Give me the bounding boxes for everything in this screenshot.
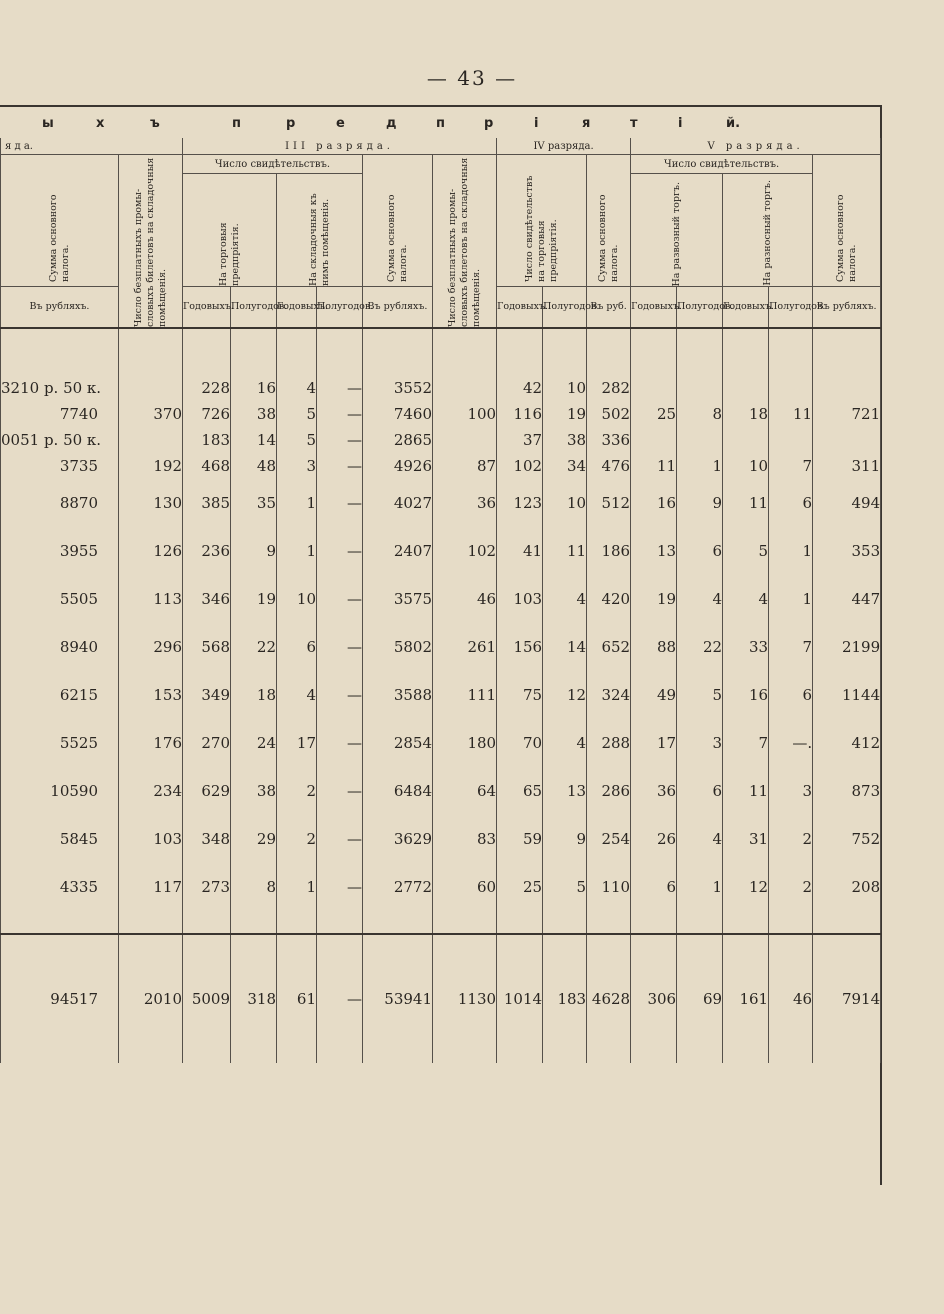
cell: 111 bbox=[433, 671, 497, 719]
cell: 113 bbox=[119, 575, 183, 623]
header-tax-4: Сумма основного налога. bbox=[587, 155, 631, 287]
cell: 3210 р. 50 к. bbox=[1, 375, 119, 401]
unit-annual: Годовыхъ. bbox=[631, 287, 677, 329]
cell: 311 bbox=[813, 453, 881, 479]
cell: 10 bbox=[543, 479, 587, 527]
banner-letter: і bbox=[534, 116, 539, 131]
cell: 5009 bbox=[183, 934, 231, 1063]
cell: 4 bbox=[543, 575, 587, 623]
cell: 186 bbox=[587, 527, 631, 575]
cell: 2772 bbox=[363, 863, 433, 911]
cell: 6 bbox=[277, 623, 317, 671]
cell: 38 bbox=[231, 401, 277, 427]
cell: 476 bbox=[587, 453, 631, 479]
cell: 420 bbox=[587, 575, 631, 623]
cell: 10 bbox=[277, 575, 317, 623]
cell: — bbox=[317, 427, 363, 453]
cell: 83 bbox=[433, 815, 497, 863]
cell: 180 bbox=[433, 719, 497, 767]
cell: 117 bbox=[119, 863, 183, 911]
cell: 5 bbox=[277, 427, 317, 453]
cell: 3629 bbox=[363, 815, 433, 863]
cell: 14 bbox=[231, 427, 277, 453]
cell: 5 bbox=[723, 527, 769, 575]
spacer-row bbox=[1, 328, 881, 375]
banner-letter: р bbox=[484, 116, 494, 131]
header-rank-5: V разряда. bbox=[631, 138, 881, 155]
cell: 4628 bbox=[587, 934, 631, 1063]
cell: 1 bbox=[277, 527, 317, 575]
cell bbox=[769, 427, 813, 453]
cell bbox=[723, 427, 769, 453]
table-row bbox=[1, 527, 881, 575]
cell: 8870 bbox=[1, 479, 119, 527]
unit-half: Полугодов. bbox=[231, 287, 277, 329]
cell: 370 bbox=[119, 401, 183, 427]
cell: 11 bbox=[631, 453, 677, 479]
cell: 87 bbox=[433, 453, 497, 479]
unit-annual: Годовыхъ. bbox=[277, 287, 317, 329]
cell: 228 bbox=[183, 375, 231, 401]
cell: 9 bbox=[677, 479, 723, 527]
cell: 4 bbox=[723, 575, 769, 623]
unit-annual: Годовыхъ. bbox=[723, 287, 769, 329]
cell: 752 bbox=[813, 815, 881, 863]
cell: 1130 bbox=[433, 934, 497, 1063]
cell: 5 bbox=[543, 863, 587, 911]
cell: 4027 bbox=[363, 479, 433, 527]
cell: 8 bbox=[231, 863, 277, 911]
cell: 17 bbox=[277, 719, 317, 767]
cell: 18 bbox=[723, 401, 769, 427]
cell: 8 bbox=[677, 401, 723, 427]
cell: 282 bbox=[587, 375, 631, 401]
cell: 37 bbox=[497, 427, 543, 453]
cell bbox=[433, 375, 497, 401]
cell: 2 bbox=[769, 863, 813, 911]
cell: 236 bbox=[183, 527, 231, 575]
header-main-tax: Сумма основного налога. bbox=[1, 155, 119, 287]
top-rule bbox=[0, 105, 880, 107]
banner-letter: і bbox=[678, 116, 683, 131]
cell: 34 bbox=[543, 453, 587, 479]
table-row bbox=[1, 815, 881, 863]
cell: 18 bbox=[231, 671, 277, 719]
cell: 6 bbox=[677, 767, 723, 815]
cell: 2 bbox=[769, 815, 813, 863]
cell: 208 bbox=[813, 863, 881, 911]
cell: 306 bbox=[631, 934, 677, 1063]
cell: 11 bbox=[723, 767, 769, 815]
cell: 25 bbox=[631, 401, 677, 427]
cell: 3 bbox=[277, 453, 317, 479]
cell: 14 bbox=[543, 623, 587, 671]
cell: 4 bbox=[677, 575, 723, 623]
banner-letter: т bbox=[630, 116, 638, 131]
cell: 318 bbox=[231, 934, 277, 1063]
cell: 64 bbox=[433, 767, 497, 815]
cell: 324 bbox=[587, 671, 631, 719]
cell: 9 bbox=[543, 815, 587, 863]
cell: 161 bbox=[723, 934, 769, 1063]
cell: 41 bbox=[497, 527, 543, 575]
header-count-certificates: Число свидѣтельствъ. bbox=[183, 155, 363, 174]
cell: 7 bbox=[723, 719, 769, 767]
cell: 24 bbox=[231, 719, 277, 767]
cell bbox=[723, 375, 769, 401]
cell: 12 bbox=[543, 671, 587, 719]
cell: 110 bbox=[587, 863, 631, 911]
header-free-tickets: Число безплатныхъ промысловыхъ билетовъ на складочныя помѣщенія. bbox=[119, 155, 183, 329]
cell: 2865 bbox=[363, 427, 433, 453]
cell: 2010 bbox=[119, 934, 183, 1063]
cell: 5 bbox=[277, 401, 317, 427]
header-count-certificates-5: Число свидѣтельствъ. bbox=[631, 155, 813, 174]
cell: 447 bbox=[813, 575, 881, 623]
total-row bbox=[1, 934, 881, 1063]
cell: 36 bbox=[433, 479, 497, 527]
cell: 5525 bbox=[1, 719, 119, 767]
cell: 4 bbox=[543, 719, 587, 767]
cell: 6 bbox=[769, 671, 813, 719]
cell: 270 bbox=[183, 719, 231, 767]
banner-letter: д bbox=[386, 116, 397, 131]
cell: 6484 bbox=[363, 767, 433, 815]
cell: 1 bbox=[277, 863, 317, 911]
cell: 4 bbox=[677, 815, 723, 863]
cell: 4926 bbox=[363, 453, 433, 479]
cell: 42 bbox=[497, 375, 543, 401]
cell: 273 bbox=[183, 863, 231, 911]
table-row bbox=[1, 375, 881, 401]
banner-letter: п bbox=[232, 116, 241, 131]
banner-letter: ъ bbox=[150, 116, 160, 131]
spacer-row bbox=[1, 911, 881, 934]
banner-heading bbox=[0, 112, 880, 136]
header-left-label: я д а. bbox=[1, 138, 183, 155]
cell: 5802 bbox=[363, 623, 433, 671]
cell bbox=[769, 375, 813, 401]
cell: 873 bbox=[813, 767, 881, 815]
cell: — bbox=[317, 863, 363, 911]
cell: 88 bbox=[631, 623, 677, 671]
cell: 126 bbox=[119, 527, 183, 575]
header-peddling: На развозный торгъ. bbox=[631, 174, 723, 287]
cell: 3588 bbox=[363, 671, 433, 719]
cell: — bbox=[317, 527, 363, 575]
cell: 412 bbox=[813, 719, 881, 767]
cell: — bbox=[317, 623, 363, 671]
cell: 33 bbox=[723, 623, 769, 671]
table-row bbox=[1, 479, 881, 527]
cell: 5 bbox=[677, 671, 723, 719]
cell: 385 bbox=[183, 479, 231, 527]
cell: 4 bbox=[277, 671, 317, 719]
cell: 3 bbox=[769, 767, 813, 815]
table-row bbox=[1, 623, 881, 671]
cell bbox=[631, 375, 677, 401]
cell: 16 bbox=[631, 479, 677, 527]
cell: 65 bbox=[497, 767, 543, 815]
unit-annual: Годовыхъ. bbox=[497, 287, 543, 329]
cell: 60 bbox=[433, 863, 497, 911]
header-trade: На торговыя предпріятія. bbox=[183, 174, 277, 287]
unit-annual: Годовыхъ. bbox=[183, 287, 231, 329]
unit-rubles-5: Въ рубляхъ. bbox=[813, 287, 881, 329]
cell: 103 bbox=[119, 815, 183, 863]
cell: 5845 bbox=[1, 815, 119, 863]
cell: 16 bbox=[723, 671, 769, 719]
cell: 75 bbox=[497, 671, 543, 719]
cell: — bbox=[317, 719, 363, 767]
cell: 2 bbox=[277, 815, 317, 863]
cell: 22 bbox=[231, 623, 277, 671]
cell: 6 bbox=[677, 527, 723, 575]
cell: 102 bbox=[497, 453, 543, 479]
cell: — bbox=[317, 671, 363, 719]
cell: 4335 bbox=[1, 863, 119, 911]
cell: 10 bbox=[543, 375, 587, 401]
header-rank-4: IV разряда. bbox=[497, 138, 631, 155]
header-carry: На разносный торгъ. bbox=[723, 174, 813, 287]
cell: 48 bbox=[231, 453, 277, 479]
unit-half: Полугодов. bbox=[543, 287, 587, 329]
cell: 652 bbox=[587, 623, 631, 671]
cell: 116 bbox=[497, 401, 543, 427]
table-row bbox=[1, 719, 881, 767]
banner-letter: х bbox=[96, 116, 105, 131]
cell: 254 bbox=[587, 815, 631, 863]
table-row bbox=[1, 401, 881, 427]
banner-letter: п bbox=[436, 116, 445, 131]
cell: — bbox=[317, 479, 363, 527]
cell: 568 bbox=[183, 623, 231, 671]
cell: 4 bbox=[277, 375, 317, 401]
cell: 7 bbox=[769, 623, 813, 671]
cell: 2854 bbox=[363, 719, 433, 767]
cell: 288 bbox=[587, 719, 631, 767]
cell: 100 bbox=[433, 401, 497, 427]
cell bbox=[631, 427, 677, 453]
header-storage: На складочныя къ нимъ помѣщенія. bbox=[277, 174, 363, 287]
cell: 5505 bbox=[1, 575, 119, 623]
cell: 153 bbox=[119, 671, 183, 719]
cell: — bbox=[317, 934, 363, 1063]
unit-rubles: Въ рубляхъ. bbox=[1, 287, 119, 329]
table-row bbox=[1, 671, 881, 719]
cell: 3955 bbox=[1, 527, 119, 575]
cell: 176 bbox=[119, 719, 183, 767]
banner-letter: р bbox=[286, 116, 296, 131]
unit-rubles-3: Въ рубляхъ. bbox=[363, 287, 433, 329]
header-main-tax-3: Сумма основного налога. bbox=[363, 155, 433, 287]
cell: 11 bbox=[723, 479, 769, 527]
cell: 16 bbox=[231, 375, 277, 401]
banner-letter: я bbox=[582, 116, 591, 131]
banner-letter: ы bbox=[42, 116, 54, 131]
cell: — bbox=[317, 453, 363, 479]
cell: 1 bbox=[769, 527, 813, 575]
cell bbox=[677, 375, 723, 401]
cell: 29 bbox=[231, 815, 277, 863]
cell: 348 bbox=[183, 815, 231, 863]
cell: —. bbox=[769, 719, 813, 767]
statistics-table bbox=[0, 138, 881, 1063]
cell: 35 bbox=[231, 479, 277, 527]
cell: 468 bbox=[183, 453, 231, 479]
cell: 46 bbox=[769, 934, 813, 1063]
cell: 19 bbox=[631, 575, 677, 623]
cell bbox=[119, 427, 183, 453]
cell bbox=[433, 427, 497, 453]
cell: 7740 bbox=[1, 401, 119, 427]
cell: 234 bbox=[119, 767, 183, 815]
cell: 59 bbox=[497, 815, 543, 863]
cell: 38 bbox=[543, 427, 587, 453]
cell: 2407 bbox=[363, 527, 433, 575]
cell: 13 bbox=[631, 527, 677, 575]
cell bbox=[813, 427, 881, 453]
header-rank-3: III разряда. bbox=[183, 138, 497, 155]
cell: 6 bbox=[631, 863, 677, 911]
cell: 721 bbox=[813, 401, 881, 427]
cell: 19 bbox=[543, 401, 587, 427]
cell: 49 bbox=[631, 671, 677, 719]
cell: 2 bbox=[277, 767, 317, 815]
cell: 22 bbox=[677, 623, 723, 671]
cell: 3 bbox=[677, 719, 723, 767]
banner-letter: й. bbox=[726, 116, 741, 131]
cell: — bbox=[317, 375, 363, 401]
cell: 2199 bbox=[813, 623, 881, 671]
cell: 494 bbox=[813, 479, 881, 527]
page-number: — 43 — bbox=[426, 66, 518, 90]
cell bbox=[677, 427, 723, 453]
cell: 1 bbox=[677, 453, 723, 479]
cell: 123 bbox=[497, 479, 543, 527]
cell: 346 bbox=[183, 575, 231, 623]
cell: 1 bbox=[769, 575, 813, 623]
cell: 10590 bbox=[1, 767, 119, 815]
cell: 69 bbox=[677, 934, 723, 1063]
cell: 3735 bbox=[1, 453, 119, 479]
cell: 17 bbox=[631, 719, 677, 767]
cell: 286 bbox=[587, 767, 631, 815]
cell: 94517 bbox=[1, 934, 119, 1063]
cell: 25 bbox=[497, 863, 543, 911]
cell: 7460 bbox=[363, 401, 433, 427]
cell: 192 bbox=[119, 453, 183, 479]
cell: 726 bbox=[183, 401, 231, 427]
cell: 53941 bbox=[363, 934, 433, 1063]
unit-half: Полугодов. bbox=[769, 287, 813, 329]
cell: 183 bbox=[183, 427, 231, 453]
cell: 10 bbox=[723, 453, 769, 479]
cell: 3575 bbox=[363, 575, 433, 623]
cell: 26 bbox=[631, 815, 677, 863]
cell: 1144 bbox=[813, 671, 881, 719]
table-row bbox=[1, 427, 881, 453]
cell: 19 bbox=[231, 575, 277, 623]
cell: 6 bbox=[769, 479, 813, 527]
cell: — bbox=[317, 767, 363, 815]
cell: 1 bbox=[277, 479, 317, 527]
cell: 102 bbox=[433, 527, 497, 575]
table-row bbox=[1, 575, 881, 623]
cell: 349 bbox=[183, 671, 231, 719]
cell: 7914 bbox=[813, 934, 881, 1063]
cell: 512 bbox=[587, 479, 631, 527]
cell: — bbox=[317, 815, 363, 863]
unit-rub-short: Въ руб. bbox=[587, 287, 631, 329]
cell: 261 bbox=[433, 623, 497, 671]
cell: 629 bbox=[183, 767, 231, 815]
table-row bbox=[1, 767, 881, 815]
cell: 36 bbox=[631, 767, 677, 815]
header-free-tickets-3: Число безплатныхъ промысловыхъ билетовъ на складочныя помѣщенія. bbox=[433, 155, 497, 329]
cell: 12 bbox=[723, 863, 769, 911]
cell: 183 bbox=[543, 934, 587, 1063]
header-tax-5: Сумма основного налога. bbox=[813, 155, 881, 287]
cell: 1 bbox=[677, 863, 723, 911]
unit-half: Полугодов. bbox=[317, 287, 363, 329]
cell: 6215 bbox=[1, 671, 119, 719]
cell: 336 bbox=[587, 427, 631, 453]
cell: 31 bbox=[723, 815, 769, 863]
cell: 8940 bbox=[1, 623, 119, 671]
table-row bbox=[1, 453, 881, 479]
cell: 13 bbox=[543, 767, 587, 815]
banner-letter: е bbox=[336, 116, 345, 131]
cell bbox=[813, 375, 881, 401]
cell: — bbox=[317, 401, 363, 427]
cell: 7 bbox=[769, 453, 813, 479]
cell: 296 bbox=[119, 623, 183, 671]
cell: 353 bbox=[813, 527, 881, 575]
table-row bbox=[1, 863, 881, 911]
header-cert-4: Число свидѣтельствъ на торговыя предпріятія. bbox=[497, 155, 587, 287]
cell bbox=[119, 375, 183, 401]
cell: 0051 р. 50 к. bbox=[1, 427, 119, 453]
cell: 61 bbox=[277, 934, 317, 1063]
cell: 3552 bbox=[363, 375, 433, 401]
cell: 9 bbox=[231, 527, 277, 575]
cell: 1014 bbox=[497, 934, 543, 1063]
cell: 38 bbox=[231, 767, 277, 815]
cell: 11 bbox=[543, 527, 587, 575]
cell: 502 bbox=[587, 401, 631, 427]
cell: 103 bbox=[497, 575, 543, 623]
cell: 130 bbox=[119, 479, 183, 527]
unit-half: Полугодов. bbox=[677, 287, 723, 329]
cell: 70 bbox=[497, 719, 543, 767]
cell: 46 bbox=[433, 575, 497, 623]
cell: — bbox=[317, 575, 363, 623]
cell: 156 bbox=[497, 623, 543, 671]
cell: 11 bbox=[769, 401, 813, 427]
